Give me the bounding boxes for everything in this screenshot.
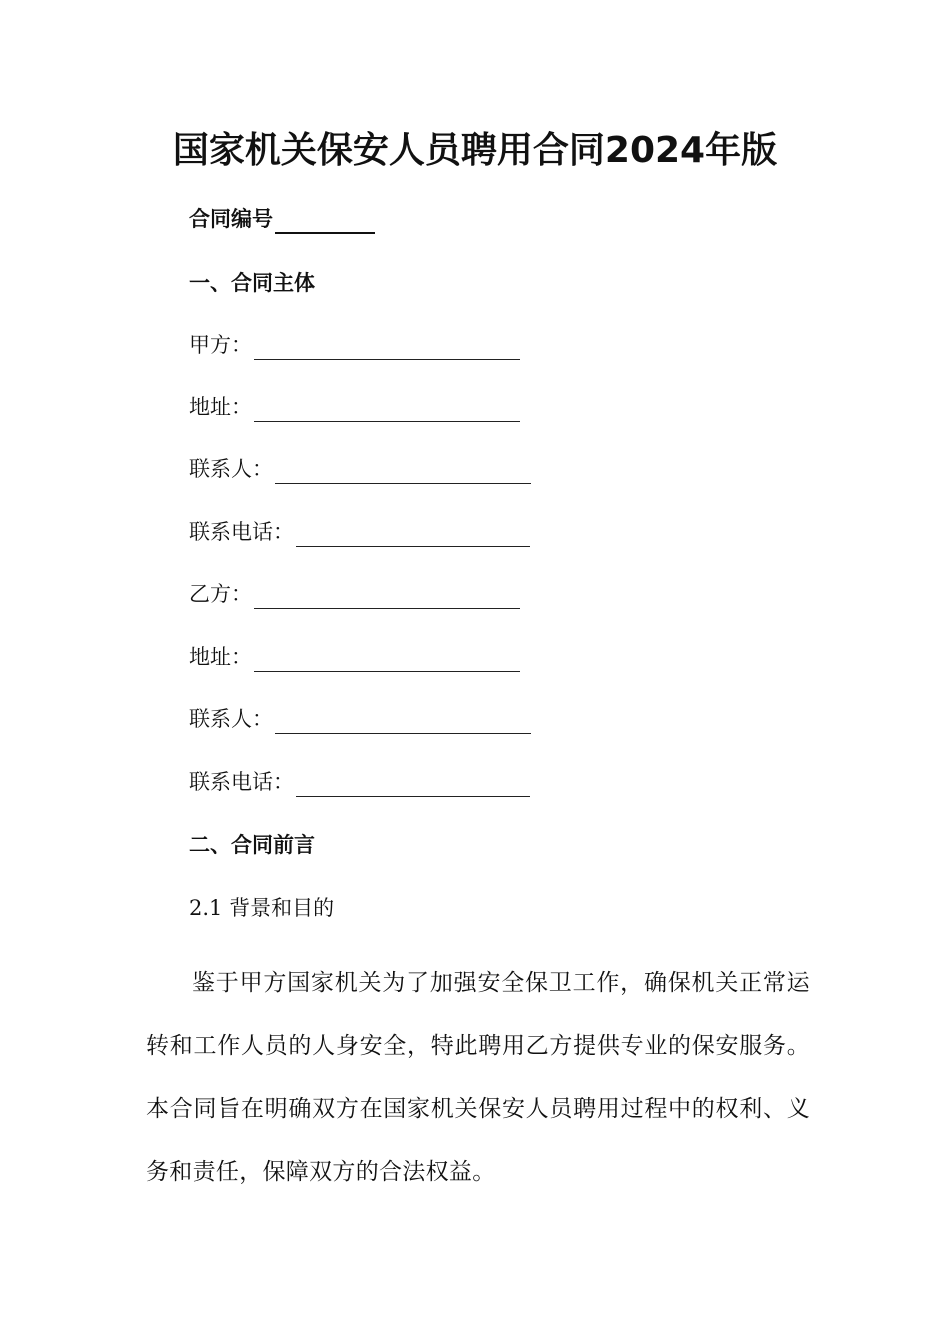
contract-number-line — [189, 204, 375, 234]
party-a-address-label: 地址： — [189, 395, 252, 419]
contract-number-label: 合同编号 — [189, 207, 273, 231]
party-a-phone-label: 联系电话： — [189, 520, 294, 544]
party-a-phone-line — [189, 517, 530, 547]
party-a-address-line — [189, 392, 520, 422]
party-b-address-blank[interactable] — [254, 647, 520, 672]
party-b-address-label: 地址： — [189, 645, 252, 669]
subsection-2-1-heading: 2.1 背景和目的 — [189, 896, 335, 920]
section-2-heading: 二、合同前言 — [189, 833, 315, 857]
party-a-contact-blank[interactable] — [275, 459, 531, 484]
party-b-phone-line — [189, 767, 530, 797]
party-b-blank[interactable] — [254, 584, 520, 609]
party-a-phone-blank[interactable] — [296, 522, 530, 547]
party-a-line — [189, 330, 520, 360]
party-b-phone-label: 联系电话： — [189, 770, 294, 794]
party-b-line — [189, 579, 520, 609]
section-1-heading: 一、合同主体 — [189, 271, 315, 295]
party-a-blank[interactable] — [254, 335, 520, 360]
party-a-label: 甲方： — [189, 333, 252, 357]
background-paragraph: 鉴于甲方国家机关为了加强安全保卫工作，确保机关正常运转和工作人员的人身安全，特此聘用乙方提供专业的保安服务。本合同旨在明确双方在国家机关保安人员聘用过程中的权利、义务和责任，保障双方的合法权益。 — [146, 970, 810, 1185]
contract-number-blank[interactable] — [275, 208, 375, 234]
party-b-label: 乙方： — [189, 582, 252, 606]
party-a-contact-label: 联系人： — [189, 457, 273, 481]
party-b-contact-label: 联系人： — [189, 707, 273, 731]
party-b-contact-line — [189, 704, 531, 734]
party-a-contact-line — [189, 454, 531, 484]
document-title: 国家机关保安人员聘用合同2024年版 — [172, 130, 778, 171]
party-b-contact-blank[interactable] — [275, 709, 531, 734]
party-b-address-line — [189, 642, 520, 672]
party-a-address-blank[interactable] — [254, 397, 520, 422]
party-b-phone-blank[interactable] — [296, 772, 530, 797]
